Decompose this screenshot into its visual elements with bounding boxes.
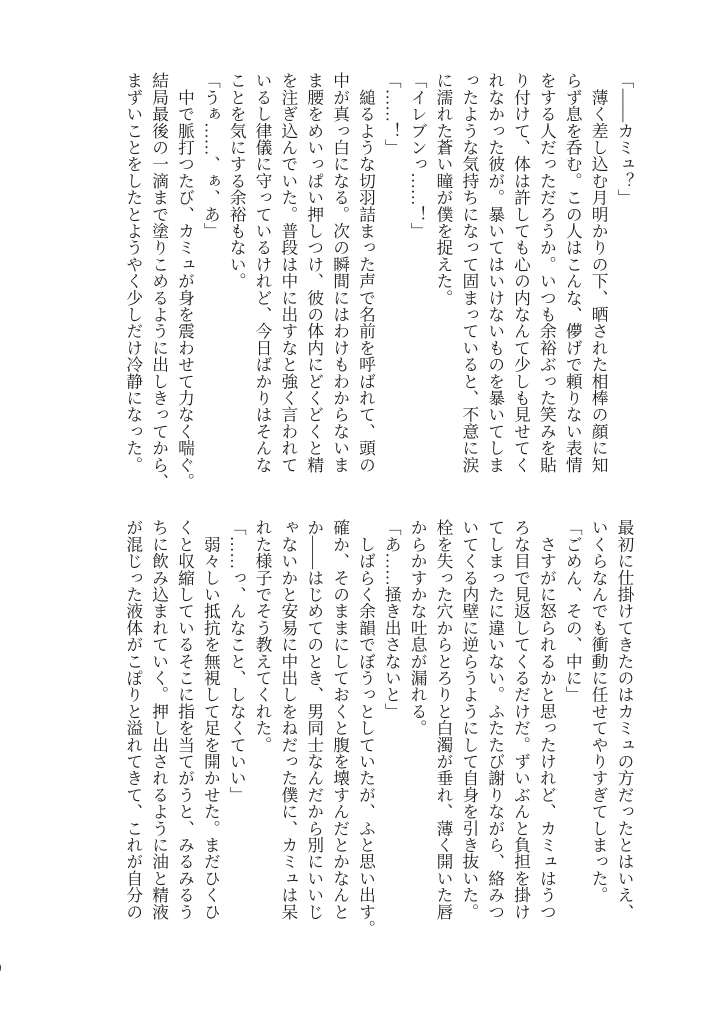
text-column: 「イレブンっ……！」: [408, 72, 428, 239]
text-column: ゃないかと安易に中出しをねだった僕に、カミュは呆: [278, 519, 298, 920]
text-column: まずいことをしたとようやく少しだけ冷静になった。: [123, 72, 143, 473]
text-column: を注ぎ込んでいた。普段は中に出すなと強く言われて: [278, 72, 298, 473]
page-number: [0, 961, 2, 975]
text-column: が混じった液体がこぽりと溢れてきて、これが自分の: [123, 519, 143, 920]
text-column: からかすかな吐息が漏れる。: [408, 519, 428, 737]
text-column: しばらく余韻でぼうっとしていたが、ふと思い出す。: [356, 519, 376, 937]
text-column: 「……！」: [382, 72, 402, 156]
text-column: 中で脈打つたび、カミュが身を震わせて力なく喘ぐ。: [175, 72, 195, 490]
text-column: さすがに怒られるかと思ったけれど、カミュはうつ: [537, 519, 557, 920]
text-column: ったような気持ちになって固まっていると、不意に涙: [459, 72, 479, 473]
text-column: 弱々しい抵抗を無視して足を開かせた。まだひくひ: [201, 519, 221, 920]
text-column: れなかった彼が。暴いてはいけないものを暴いてしま: [485, 72, 505, 473]
text-column: に濡れた蒼い瞳が僕を捉えた。: [433, 72, 453, 306]
text-column: ま腰をめいっぱい押しつけ、彼の体内にどくどくと精: [304, 72, 324, 473]
text-column: いるし律儀に守っているけれど、今日ばかりはそんな: [253, 72, 273, 473]
lower-text-tier: [0, 519, 720, 939]
text-column: 栓を失った穴からとろりと白濁が垂れ、薄く開いた唇: [433, 519, 453, 920]
text-column: 「ごめん、その、中に」: [563, 519, 583, 703]
text-column: か――はじめてのとき、男同士なんだから別にいいじ: [304, 519, 324, 920]
text-column: をする人だっただろうか。いつも余裕ぶった笑みを貼: [537, 72, 557, 473]
text-column: 「――カミュ？」: [614, 72, 634, 206]
upper-text-tier: [0, 72, 720, 492]
text-column: てしまったに違いない。ふたたび謝りながら、絡みつ: [485, 519, 505, 920]
text-column: ろな目で見返してくるだけだ。ずいぶんと負担を掛け: [511, 519, 531, 920]
text-column: れた様子でそう教えてくれた。: [253, 519, 273, 753]
text-column: いくらなんでも衝動に任せてやりすぎてしまった。: [589, 519, 609, 904]
text-column: くと収縮しているそこに指を当てがうと、みるみるう: [175, 519, 195, 920]
text-column: 中が真っ白になる。次の瞬間にはわけもわからないま: [330, 72, 350, 473]
text-column: らず息を呑む。この人はこんな、儚げで頼りない表情: [563, 72, 583, 473]
text-column: 確か、そのままにしておくと腹を壊すんだとかなんと: [330, 519, 350, 920]
text-column: 「うぁ……、ぁ、あ」: [201, 72, 221, 239]
text-column: ちに飲み込まれていく。押し出されるように油と精液: [149, 519, 169, 920]
text-column: ことを気にする余裕もない。: [227, 72, 247, 290]
text-column: 縋るような切羽詰まった声で名前を呼ばれて、頭の: [356, 72, 376, 473]
text-column: 結局最後の一滴まで塗りこめるように出しきってから、: [149, 72, 169, 490]
text-column: 「あ……掻き出さないと」: [382, 519, 402, 720]
text-column: 最初に仕掛けてきたのはカミュの方だったとはいえ、: [614, 519, 634, 920]
text-column: 「……っ、んなこと、しなくていい」: [227, 519, 247, 803]
text-column: り付けて、体は許しても心の内なんて少しも見せてく: [511, 72, 531, 473]
text-column: 薄く差し込む月明かりの下、晒された相棒の顔に知: [589, 72, 609, 473]
text-column: いてくる内壁に逆らうようにして自身を引き抜いた。: [459, 519, 479, 920]
